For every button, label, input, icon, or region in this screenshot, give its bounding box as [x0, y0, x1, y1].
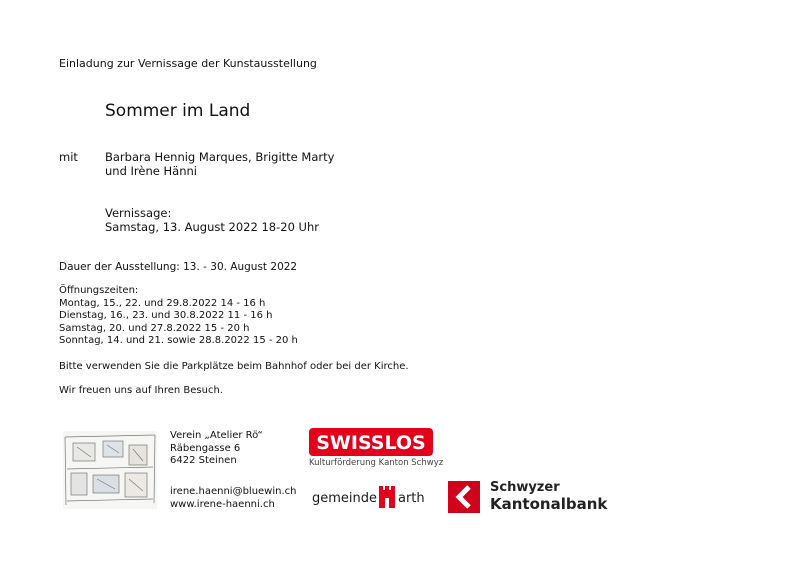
opening-hours-line: Dienstag, 16., 23. und 30.8.2022 11 - 16 h [59, 310, 273, 321]
gemeinde-text: gemeinde [312, 491, 378, 506]
closing-note: Wir freuen uns auf Ihren Besuch. [59, 385, 223, 396]
artists [105, 150, 334, 178]
invitation-text: Einladung zur Vernissage der Kunstausstellung [59, 57, 317, 70]
artists-prefix: mit [59, 150, 78, 164]
contact-online [170, 486, 297, 511]
schwyzer-kantonalbank-logo [448, 480, 608, 516]
vernissage-date: Samstag, 13. August 2022 18-20 Uhr [105, 220, 319, 234]
opening-hours-line: Montag, 15., 22. und 29.8.2022 14 - 16 h [59, 297, 266, 309]
bank-name-line-2: Kantonalbank [490, 495, 608, 513]
street: Räbengasse 6 [170, 442, 241, 454]
parking-note: Bitte verwenden Sie die Parkplätze beim Bahnhof oder bei der Kirche. [59, 361, 409, 372]
swisslos-wordmark: SWISSLOS [316, 432, 426, 454]
swisslos-logo [309, 428, 433, 456]
vernissage-label: Vernissage: [105, 206, 172, 220]
bank-name-line-1: Schwyzer [490, 480, 560, 495]
exhibition-title: Sommer im Land [105, 101, 251, 121]
arth-text: arth [398, 491, 425, 506]
artists-line-2: und Irène Hänni [105, 164, 197, 178]
exhibition-duration: Dauer der Ausstellung: 13. - 30. August 2022 [59, 261, 298, 273]
city: 6422 Steinen [170, 455, 237, 466]
gemeinde-arth-logo [312, 484, 432, 512]
email-link[interactable]: irene.haenni@bluewin.ch [170, 486, 297, 497]
swisslos-subtitle: Kulturförderung Kanton Schwyz [309, 458, 444, 468]
szkb-emblem-icon [448, 481, 480, 513]
opening-hours-line: Samstag, 20. und 27.8.2022 15 - 20 h [59, 322, 250, 334]
contact-address [170, 430, 263, 468]
opening-hours-line: Sonntag, 14. und 21. sowie 28.8.2022 15 - 20 h [59, 335, 298, 346]
vernissage [105, 206, 319, 234]
castle-icon [376, 484, 398, 510]
opening-hours-heading: Öffnungszeiten: [59, 285, 139, 296]
atelier-sketch-image [63, 431, 157, 509]
opening-hours [59, 285, 298, 348]
artists-line-1: Barbara Hennig Marques, Brigitte Marty [105, 150, 335, 164]
association-name: Verein „Atelier Rö“ [170, 430, 263, 441]
website-link[interactable]: www.irene-haenni.ch [170, 498, 275, 510]
